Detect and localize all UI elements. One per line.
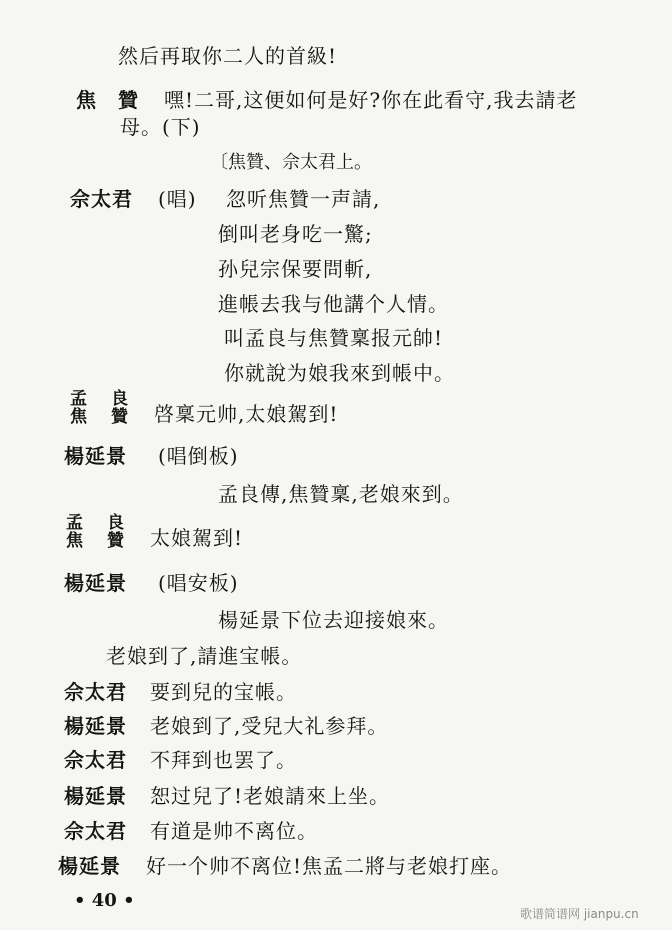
dialogue-line: 要到兒的宝帳。 [150,680,297,704]
speaker-name: 焦 贊 [76,88,139,112]
speaker-char: 焦 [66,531,83,551]
dialogue-line: 好一个帅不离位!焦孟二將与老娘打座。 [146,854,513,878]
dialogue-line: 太娘駕到! [150,526,244,550]
speaker-char: 良 [107,513,124,533]
dialogue-line: 恕过兒了!老娘請來上坐。 [150,784,391,808]
dual-speaker [70,390,128,426]
speaker-name: 楊延景 [64,444,127,468]
speaker-name: 佘太君 [70,187,133,211]
dialogue-line: 不拜到也罢了。 [150,748,297,772]
dialogue-line: 老娘到了,受兒大礼参拜。 [150,714,389,738]
speaker-name: 佘太君 [64,819,127,843]
lyric-line: 進帳去我与他講个人情。 [218,292,449,316]
speaker-char: 孟 [66,513,83,533]
dialogue-line: 老娘到了,請進宝帳。 [106,644,303,668]
stage-direction: 〔焦贊、佘太君上。 [210,152,372,173]
lyric-line: 叫孟良与焦贊稟报元帥! [224,326,444,350]
singing-mark: (唱) [158,187,197,211]
lyric-line: 你就說为娘我來到帳中。 [224,361,455,385]
dual-speaker [66,514,124,550]
speaker-name: 楊延景 [64,714,127,738]
speaker-char: 贊 [107,531,124,551]
speaker-name: 佘太君 [64,680,127,704]
dialogue-line: 有道是帅不离位。 [150,819,318,843]
speaker-char: 贊 [111,407,128,427]
dialogue-line: 然后再取你二人的首級! [118,44,338,68]
lyric-line: 孙兒宗保要問斬, [218,257,373,281]
singing-mark: (唱倒板) [158,444,239,468]
speaker-name: 佘太君 [64,748,127,772]
dialogue-line: 啓稟元帅,太娘駕到! [154,402,339,426]
watermark-text: 歌谱简谱网 jianpu.cn [520,907,639,921]
dialogue-line: 嘿!二哥,这便如何是好?你在此看守,我去請老 [164,88,578,112]
page-number: • 40 • [74,890,135,911]
lyric-line: 倒叫老身吃一驚; [218,222,373,246]
speaker-name: 楊延景 [64,571,127,595]
speaker-name: 楊延景 [64,784,127,808]
speaker-char: 孟 [70,389,87,409]
speaker-char: 焦 [70,407,87,427]
speaker-name: 楊延景 [58,854,121,878]
speaker-char: 良 [111,389,128,409]
lyric-line: 忽听焦贊一声請, [226,187,381,211]
lyric-line: 楊延景下位去迎接娘來。 [218,608,449,632]
lyric-line: 孟良傳,焦贊稟,老娘來到。 [218,482,464,506]
dialogue-line: 母。(下) [120,115,201,139]
singing-mark: (唱安板) [158,571,239,595]
